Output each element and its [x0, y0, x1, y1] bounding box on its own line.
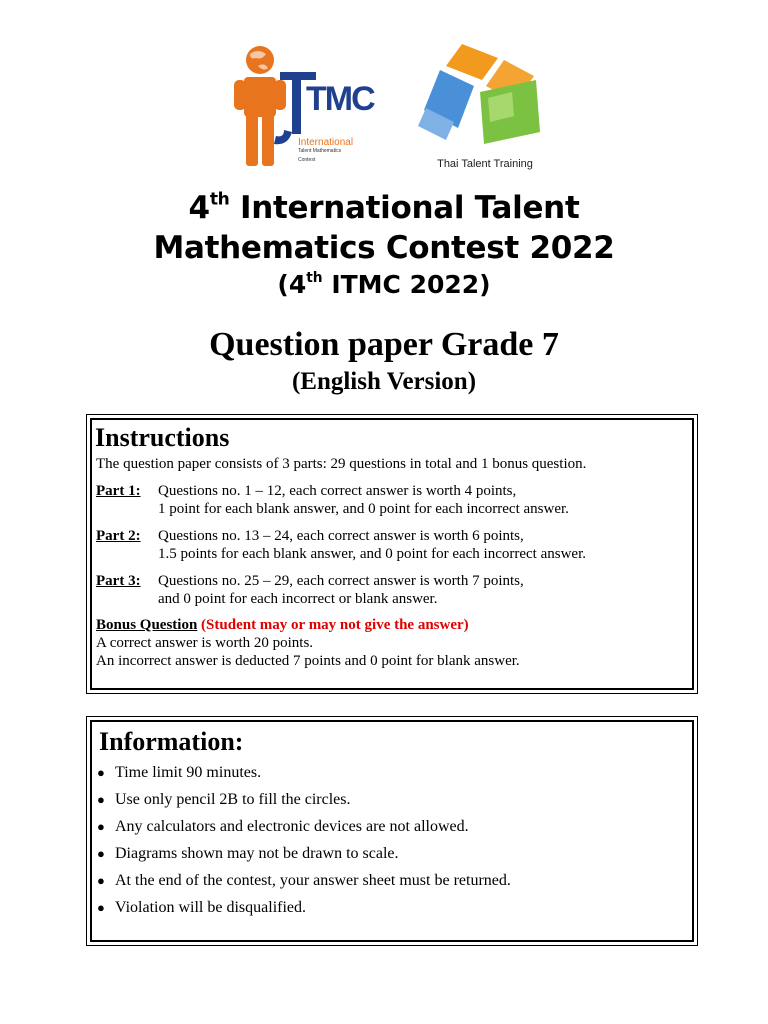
contest-title: [0, 188, 768, 302]
information-item-text: Violation will be disqualified.: [115, 899, 307, 916]
part-2-line-1: Questions no. 13 – 24, each correct answer is worth 6 points,: [158, 528, 524, 544]
title-abbrev-text: ITMC 2022): [331, 270, 491, 299]
cube-logo-icon: [400, 36, 570, 156]
title-abbrev-open: (4: [277, 270, 307, 299]
part-1-label: Part 1:: [96, 483, 141, 499]
bullet-icon: ●: [97, 792, 105, 807]
information-list: [97, 763, 511, 925]
instructions-intro: The question paper consists of 3 parts: 29 questions in total and 1 bonus question.: [96, 456, 587, 472]
title-line-1-text: International Talent: [239, 190, 580, 226]
title-abbrev-suffix: th: [306, 270, 323, 286]
ttt-caption: Thai Talent Training: [437, 158, 533, 170]
bullet-icon: ●: [97, 846, 105, 861]
paper-version: (English Version): [291, 368, 477, 395]
itmc-caption: [298, 138, 353, 165]
paper-title: Question paper Grade 7: [209, 326, 559, 363]
information-item-text: At the end of the contest, your answer sheet must be returned.: [115, 872, 511, 889]
bullet-icon: ●: [97, 873, 105, 888]
itmc-caption-line: Contest: [298, 157, 316, 163]
information-item-text: Time limit 90 minutes.: [115, 764, 262, 781]
information-item-text: Any calculators and electronic devices are not allowed.: [115, 818, 469, 835]
information-item-text: Diagrams shown may not be drawn to scale.: [115, 845, 399, 862]
part-2-text: [158, 527, 586, 563]
itmc-caption-line: Talent Mathematics: [298, 148, 342, 154]
title-line-1: [0, 188, 768, 228]
thai-talent-training-logo: [400, 36, 570, 178]
bonus-question-row: [96, 616, 586, 634]
part-2-line-2: 1.5 points for each blank answer, and 0 point for each incorrect answer.: [158, 546, 586, 562]
bonus-line-2: An incorrect answer is deducted 7 points and 0 point for blank answer.: [96, 653, 520, 669]
part-3-line-2: and 0 point for each incorrect or blank answer.: [158, 591, 438, 607]
information-box: [86, 716, 698, 946]
part-1: [96, 482, 586, 518]
list-item: [97, 871, 511, 898]
list-item: [97, 817, 511, 844]
part-1-line-2: 1 point for each blank answer, and 0 point for each incorrect answer.: [158, 501, 569, 517]
information-heading: Information:: [99, 727, 244, 756]
list-item: [97, 763, 511, 790]
part-1-line-1: Questions no. 1 – 12, each correct answer is worth 4 points,: [158, 483, 517, 499]
itmc-mark: TMC: [306, 80, 374, 118]
title-line-3: [0, 268, 768, 302]
bullet-icon: ●: [97, 900, 105, 915]
bonus-line-1: A correct answer is worth 20 points.: [96, 635, 314, 651]
bullet-icon: ●: [97, 819, 105, 834]
itmc-caption-line: International: [298, 137, 354, 148]
part-3-label: Part 3:: [96, 573, 141, 589]
part-3: [96, 572, 586, 608]
part-3-line-1: Questions no. 25 – 29, each correct answer is worth 7 points,: [158, 573, 524, 589]
list-item: [97, 790, 511, 817]
part-2-label: Part 2:: [96, 528, 141, 544]
list-item: [97, 898, 511, 925]
title-ordinal-number: 4: [188, 190, 210, 226]
bullet-icon: ●: [97, 765, 105, 780]
instructions-box: [86, 414, 698, 694]
information-item-text: Use only pencil 2B to fill the circles.: [115, 791, 351, 808]
instructions-body: [96, 455, 586, 670]
instructions-heading: Instructions: [95, 423, 230, 452]
bonus-question-label: Bonus Question: [96, 617, 198, 633]
bonus-question-note: (Student may or may not give the answer): [201, 617, 469, 633]
part-3-text: [158, 572, 524, 608]
title-line-2: Mathematics Contest 2022: [153, 230, 615, 266]
title-ordinal-suffix: th: [209, 189, 230, 210]
itmc-logo: [228, 42, 380, 174]
list-item: [97, 844, 511, 871]
part-1-text: [158, 482, 569, 518]
part-2: [96, 527, 586, 563]
